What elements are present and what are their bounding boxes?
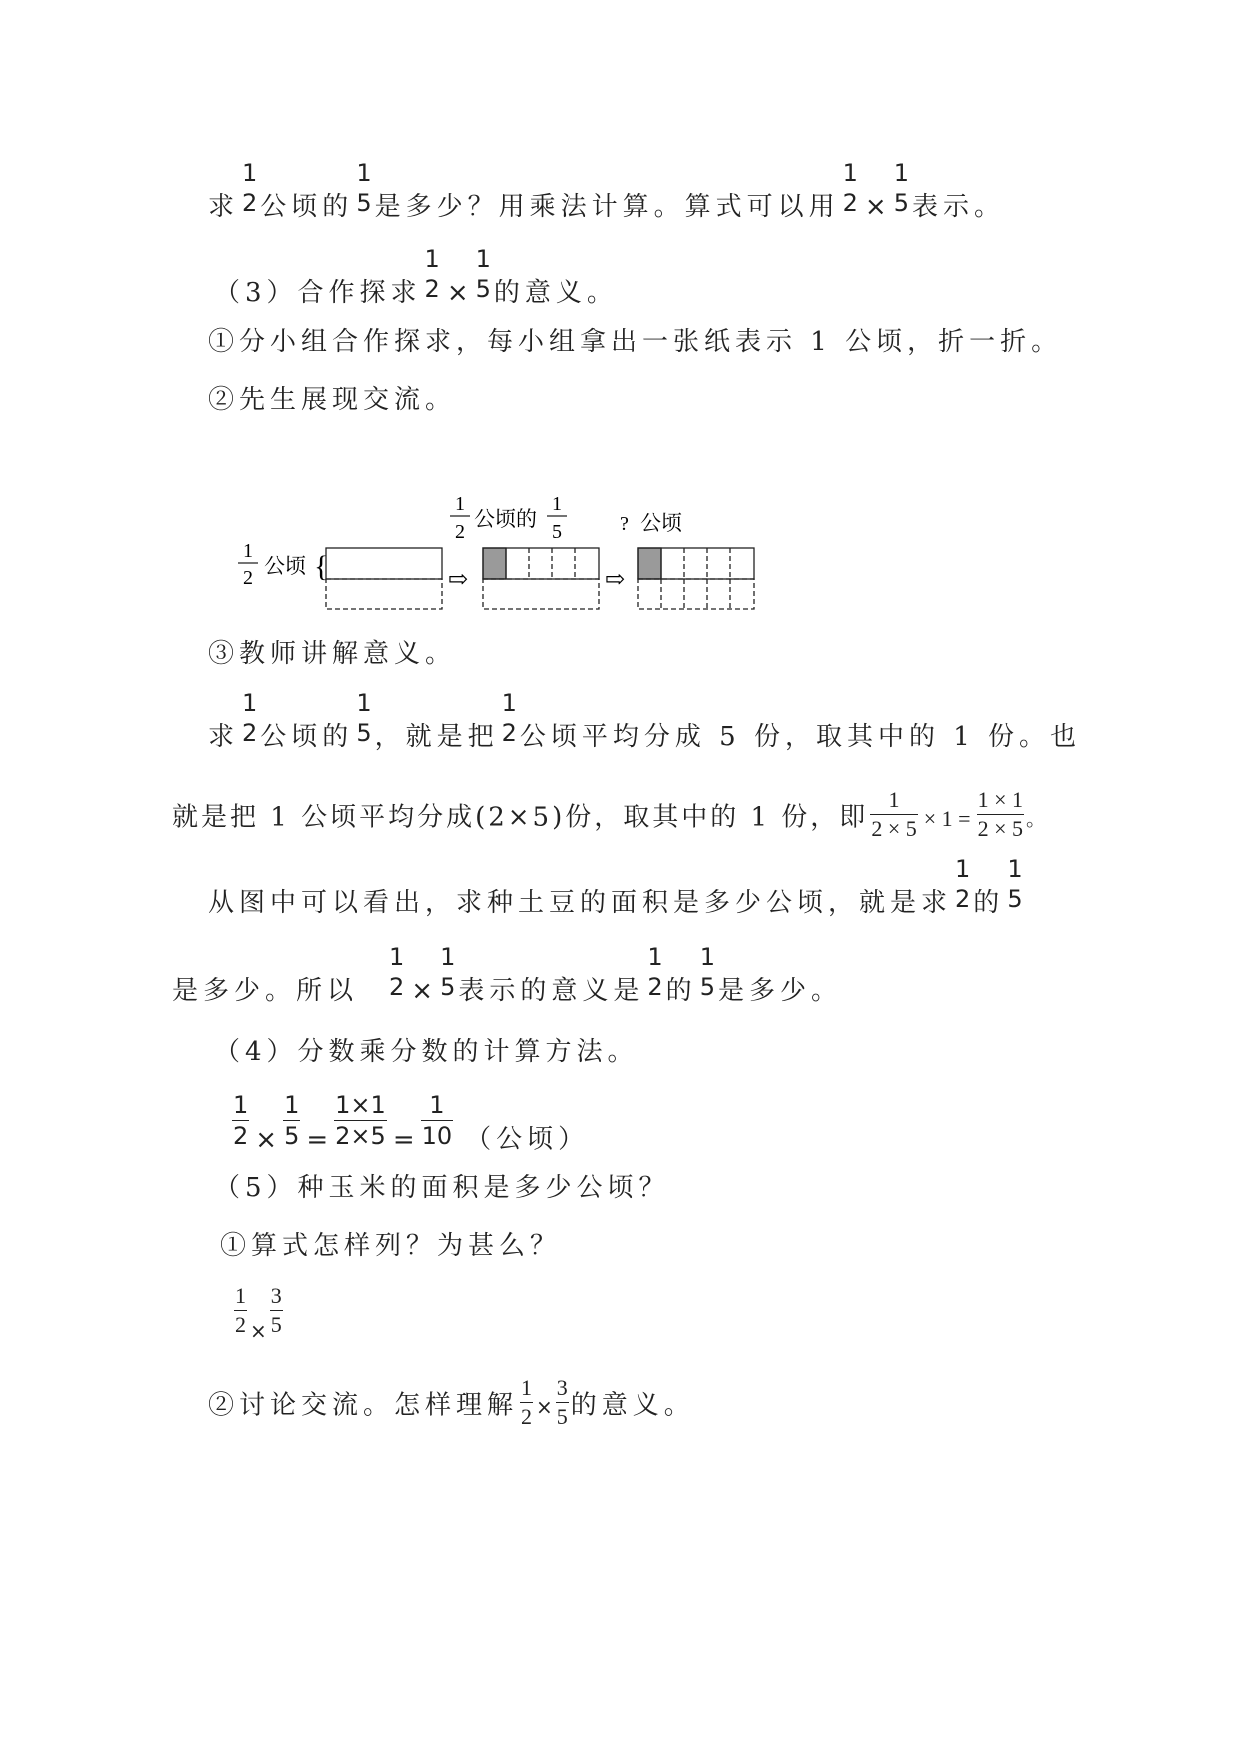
step-5-2 (208, 1375, 695, 1435)
fraction: $\frac{1}{10}$ (421, 1091, 453, 1150)
svg-text:?: ? (620, 513, 629, 535)
rect-whole-half (326, 548, 442, 609)
text: 的 (665, 976, 697, 1006)
svg-text:2: 2 (455, 521, 465, 543)
fraction: 1 5 (475, 245, 491, 303)
fraction: $\frac{1}{2}$ (521, 1375, 533, 1429)
fraction: 1 2 (242, 689, 258, 747)
text: 的 (973, 888, 1005, 918)
fraction: 1 5 (1007, 855, 1023, 913)
fraction: 1 5 (893, 159, 909, 217)
times-sign: × (255, 1124, 278, 1155)
svg-text:公顷的: 公顷的 (474, 507, 537, 531)
times-sign: × (446, 278, 469, 308)
text: 公顷的 (260, 722, 354, 752)
paragraph-2-cont (172, 787, 1049, 847)
step-1: ①分小组合作探求，每小组拿出一张纸表示 1 公顷，折一折。 (208, 327, 1063, 357)
fraction: $\frac{1}{2 \times 5}$ (871, 787, 917, 841)
text: 从图中可以看出，求种土豆的面积是多少公顷，就是求 (208, 888, 953, 918)
paragraph-1 (208, 159, 1005, 238)
step-5-1: ①算式怎样列？为甚么？ (220, 1231, 562, 1261)
section-4-heading: （4）分数乘分数的计算方法。 (214, 1037, 639, 1067)
half-hectare-label (238, 540, 328, 589)
equation-op: × 1 = (923, 805, 971, 831)
fraction: 1 2 (501, 689, 517, 747)
text: 求 (208, 192, 240, 222)
text: 就是把 1 公顷平均分成(2×5)份，取其中的 1 份，即 (172, 802, 869, 833)
fraction: 1 2 (424, 245, 440, 303)
fraction: 1 5 (440, 943, 456, 1001)
fraction: 1 2 (647, 943, 663, 1001)
text: （3）合作探求 (214, 278, 422, 308)
fraction: $\frac{1\times 1}{2\times 5}$ (335, 1091, 386, 1150)
text: 是多少。所以 (172, 976, 359, 1006)
calculation (230, 1091, 590, 1171)
fraction: 1 2 (242, 159, 258, 217)
fraction: 1 5 (356, 159, 372, 217)
svg-text:{: { (314, 550, 329, 583)
fraction: $\frac{1}{2}$ (233, 1091, 249, 1150)
fraction: $\frac{1}{5}$ (284, 1091, 300, 1150)
text: 公顷平均分成 5 份，取其中的 1 份。也 (519, 722, 1082, 752)
fraction: 1 5 (699, 943, 715, 1001)
fraction: $\frac{1}{2}$ (235, 1283, 246, 1337)
step-2: ②先生展现交流。 (208, 385, 457, 415)
section-5-heading: （5）种玉米的面积是多少公顷？ (214, 1173, 670, 1203)
fraction: $\frac{3}{5}$ (270, 1283, 282, 1337)
unit-label: （公顷） (465, 1124, 590, 1155)
text: ，就是把 (374, 722, 499, 752)
arrow-icon: ⇨ (605, 567, 626, 593)
svg-text:1: 1 (243, 540, 253, 562)
paragraph-3 (208, 855, 1026, 934)
svg-text:公顷: 公顷 (264, 554, 306, 578)
svg-text:2: 2 (243, 567, 253, 589)
text: 求 (208, 722, 240, 752)
times-sign: × (864, 192, 887, 222)
times-sign: × (250, 1318, 267, 1343)
text: 是多少？用乘法计算。算式可以用 (374, 192, 840, 222)
paragraph-3-cont (172, 943, 842, 1022)
fraction: $\frac{1 \times 1}{2 \times 5}$ (977, 787, 1023, 841)
rect-tenth (620, 511, 754, 609)
text: 是多少。 (717, 976, 842, 1006)
fraction: 1 5 (356, 689, 372, 747)
text: 。 (1025, 806, 1049, 831)
text: 公顷的 (260, 192, 354, 222)
svg-text:1: 1 (455, 493, 465, 515)
svg-text:公顷: 公顷 (640, 511, 682, 535)
fraction: 1 2 (955, 855, 971, 913)
svg-text:5: 5 (552, 521, 562, 543)
fraction: 1 2 (389, 943, 405, 1001)
text: 表示。 (911, 192, 1005, 222)
times-sign: × (411, 976, 434, 1006)
text: ②讨论交流。怎样理解 (208, 1390, 519, 1421)
equals-sign: = (392, 1124, 415, 1155)
svg-text:1: 1 (552, 493, 562, 515)
folding-diagram-svg (230, 488, 820, 618)
times-sign: × (536, 1394, 553, 1419)
expression (232, 1283, 285, 1359)
step-3: ③教师讲解意义。 (208, 639, 457, 669)
text: 的意义。 (493, 278, 618, 308)
text: 表示的意义是 (458, 976, 645, 1006)
equals-sign: = (306, 1124, 329, 1155)
text: 的意义。 (570, 1390, 695, 1421)
arrow-icon: ⇨ (448, 567, 469, 593)
fraction: $\frac{3}{5}$ (556, 1375, 568, 1429)
rect-fifth (450, 493, 599, 609)
section-3-heading (214, 245, 618, 324)
fraction: 1 2 (842, 159, 858, 217)
folding-diagram (230, 488, 820, 622)
paragraph-2 (208, 689, 1082, 768)
